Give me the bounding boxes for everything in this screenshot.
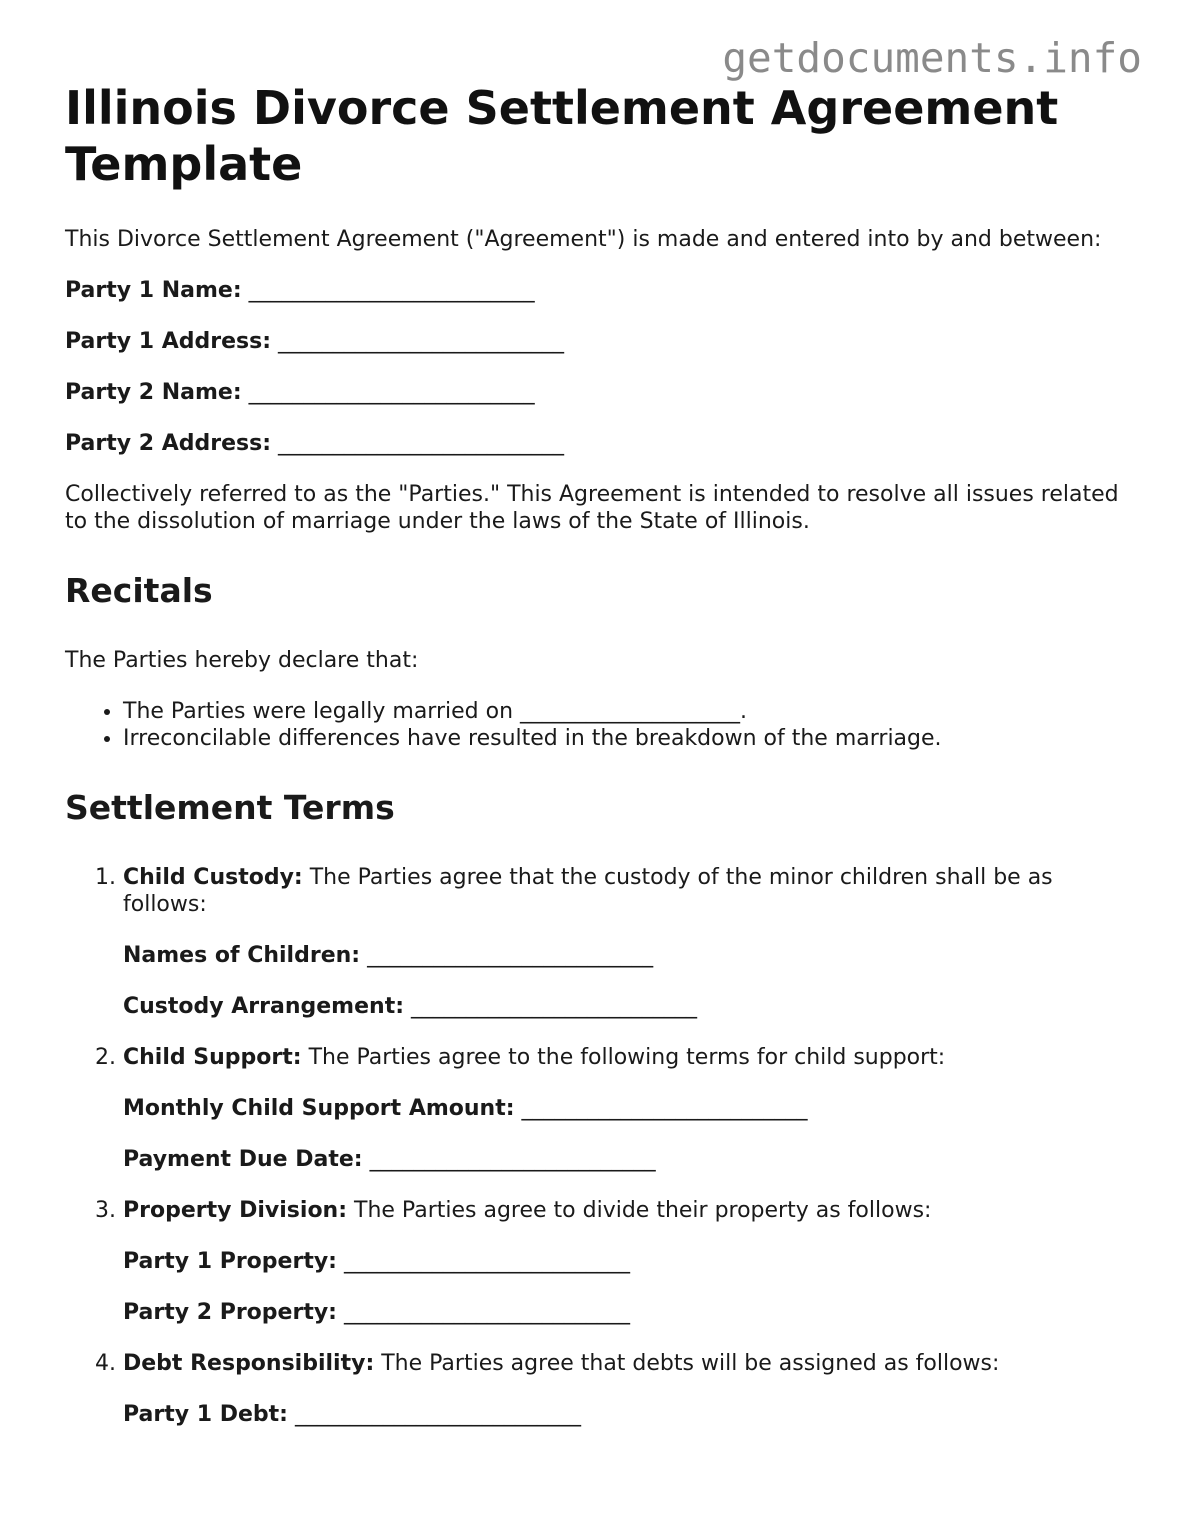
field-custody-arrangement bbox=[123, 993, 1125, 1020]
recitals-intro: The Parties hereby declare that: bbox=[65, 648, 419, 673]
term-text: The Parties agree to the following terms for child support: bbox=[301, 1045, 946, 1070]
field-label: Payment Due Date: bbox=[123, 1147, 363, 1172]
list-item: • Irreconcilable differences have resulted in the breakdown of the marriage. bbox=[123, 725, 1125, 752]
blank-line: __________________________ bbox=[521, 1096, 808, 1121]
field-label: Party 2 Address: bbox=[65, 431, 271, 456]
field-label: Names of Children: bbox=[123, 943, 361, 968]
term-label: Debt Responsibility: bbox=[123, 1351, 375, 1376]
blank-line: __________________________ bbox=[369, 1147, 656, 1172]
blank-line: __________________________ bbox=[343, 1300, 630, 1325]
document-page bbox=[65, 80, 1125, 1452]
term-label: Child Support: bbox=[123, 1045, 302, 1070]
field-label: Party 2 Property: bbox=[123, 1300, 337, 1325]
field-party2-address bbox=[65, 430, 1125, 457]
term-heading bbox=[123, 1044, 1125, 1071]
field-label: Monthly Child Support Amount: bbox=[123, 1096, 515, 1121]
field-party1-address bbox=[65, 328, 1125, 355]
blank-line: __________________________ bbox=[278, 431, 564, 456]
term-property-division bbox=[123, 1197, 1125, 1326]
field-party2-property bbox=[123, 1299, 1125, 1326]
term-child-custody bbox=[123, 864, 1125, 1020]
list-item: • The Parties were legally married on ____________________. bbox=[123, 698, 1125, 725]
collective-paragraph: Collectively referred to as the "Parties." This Agreement is intended to resolve all issues related to the dissolution of marriage under the laws of the State of Illinois. bbox=[65, 482, 1119, 534]
field-label: Party 1 Property: bbox=[123, 1249, 337, 1274]
field-label: Party 1 Debt: bbox=[123, 1402, 288, 1427]
field-party2-name bbox=[65, 379, 1125, 406]
field-monthly-support bbox=[123, 1095, 1125, 1122]
blank-line: __________________________ bbox=[367, 943, 654, 968]
term-heading bbox=[123, 1350, 1125, 1377]
field-payment-due-date bbox=[123, 1146, 1125, 1173]
settlement-heading: Settlement Terms bbox=[65, 788, 395, 827]
field-label: Party 2 Name: bbox=[65, 380, 242, 405]
field-party1-property bbox=[123, 1248, 1125, 1275]
term-label: Property Division: bbox=[123, 1198, 348, 1223]
field-party1-name bbox=[65, 277, 1125, 304]
field-names-of-children bbox=[123, 942, 1125, 969]
field-label: Custody Arrangement: bbox=[123, 994, 405, 1019]
field-party1-debt bbox=[123, 1401, 1125, 1428]
term-text: The Parties agree that debts will be assigned as follows: bbox=[374, 1351, 1000, 1376]
settlement-terms-list bbox=[65, 864, 1125, 1428]
document-title: Illinois Divorce Settlement Agreement Template bbox=[65, 81, 1059, 191]
recitals-heading: Recitals bbox=[65, 571, 213, 610]
blank-line: __________________________ bbox=[248, 278, 535, 303]
recitals-list bbox=[65, 698, 1125, 752]
term-text: The Parties agree to divide their property as follows: bbox=[347, 1198, 932, 1223]
field-label: Party 1 Name: bbox=[65, 278, 242, 303]
blank-line: __________________________ bbox=[411, 994, 698, 1019]
term-label: Child Custody: bbox=[123, 865, 303, 890]
field-label: Party 1 Address: bbox=[65, 329, 271, 354]
watermark: getdocuments.info bbox=[722, 34, 1142, 82]
term-heading bbox=[123, 864, 1125, 918]
blank-line: __________________________ bbox=[343, 1249, 630, 1274]
blank-line: __________________________ bbox=[278, 329, 564, 354]
term-heading bbox=[123, 1197, 1125, 1224]
blank-line: __________________________ bbox=[248, 380, 535, 405]
term-debt-responsibility bbox=[123, 1350, 1125, 1428]
blank-line: __________________________ bbox=[294, 1402, 581, 1427]
term-text: The Parties agree that the custody of the minor children shall be as follows: bbox=[123, 865, 1053, 917]
intro-paragraph: This Divorce Settlement Agreement ("Agreement") is made and entered into by and between: bbox=[65, 227, 1102, 252]
term-child-support bbox=[123, 1044, 1125, 1173]
